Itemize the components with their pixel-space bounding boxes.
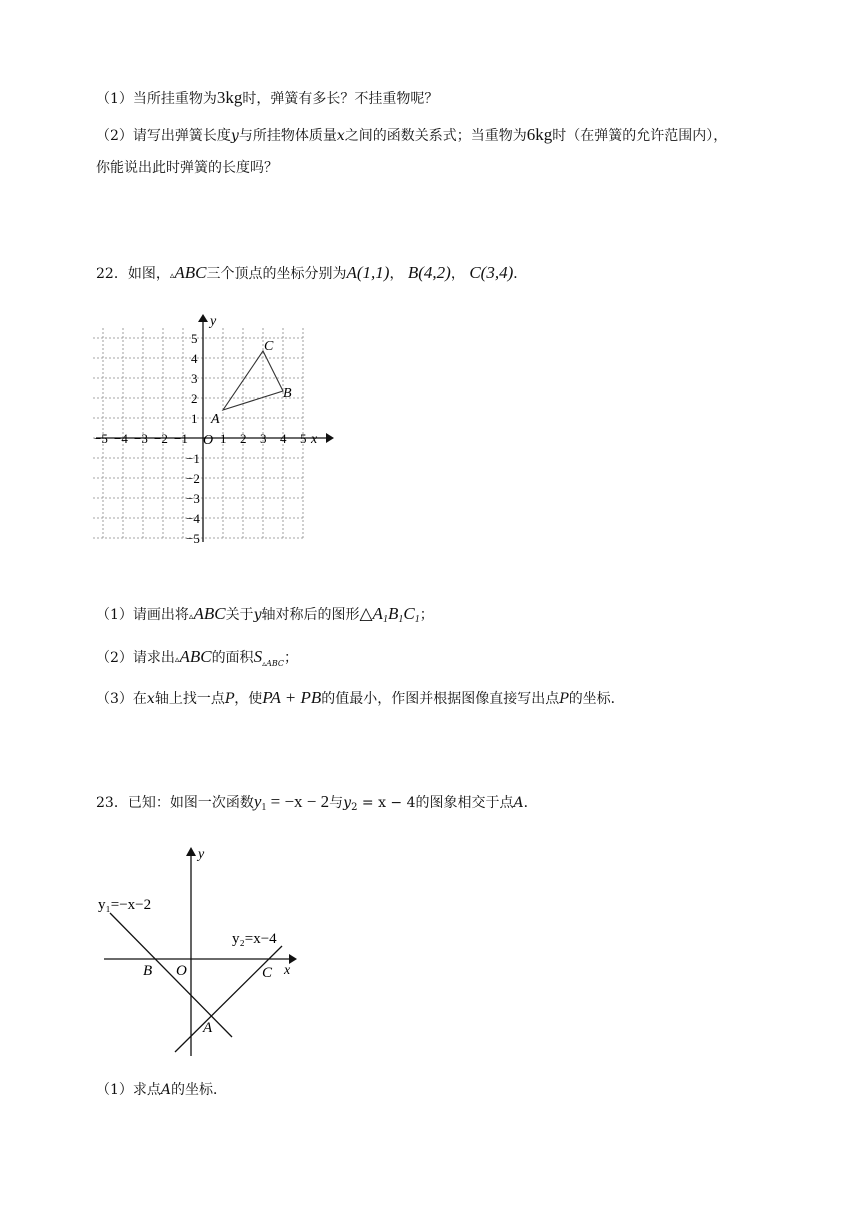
triangle-abc [223,351,283,410]
triangle-symbol: ▵ [169,271,175,281]
x-tick-label: 4 [280,431,287,446]
q21-part2-cont: 你能说出此时弹簧的长度吗？ [96,160,278,176]
q22-part1: （1）请画出将▵ABC关于y轴对称后的图形$\triangle A_1B_1C_1$； [96,604,434,625]
y-tick-label: −4 [186,511,200,526]
y-tick-label: −2 [186,471,200,486]
y-tick-label: 5 [191,331,198,346]
x-tick-label: 1 [220,431,227,446]
y-tick-label: −5 [186,531,200,546]
linear-functions-figure [90,840,310,1065]
point-a-label: A [203,1020,213,1036]
y-tick-label: −1 [186,451,200,466]
q23-part1: （1）求点A的坐标． [96,1082,228,1098]
x-tick-label: 5 [300,431,307,446]
y-axis-label: y [210,314,217,329]
point-c-label: C [262,965,273,981]
x-tick-label: −1 [174,431,188,446]
x-tick-label: −5 [94,431,108,446]
x-tick-label: −4 [114,431,128,446]
y-tick-label: 2 [191,391,198,406]
q22-part3: （3）在x轴上找一点P，使PA + PB的值最小，作图并根据图像直接写出点P的坐标． [96,688,625,707]
q21-part2: （2）请写出弹簧长度y与所挂物体质量x之间的函数关系式；当重物为6kg时（在弹簧的允许范围内）， [96,125,728,144]
x-tick-label: 3 [260,431,267,446]
q22-part2: （2）请求出▵ABC的面积$S_{▵ABC}$； [96,647,299,668]
line-y1-label: y₁=−x−2 [98,897,152,913]
q23-stem: 23．已知：如图一次函数$y_1 = -x - 2$与$y_2 = x - 4$的图象相交于点A． [96,792,538,813]
line-y2-label: y₂=x−4 [232,931,277,947]
y-axis-arrow [198,314,208,322]
x-tick-label: 2 [240,431,247,446]
x-axis-arrow [326,433,334,443]
point-b-label: B [143,963,153,979]
origin-label: O [176,963,187,979]
q22-stem: 22．如图，▵ABC三个顶点的坐标分别为A(1,1)， B(4,2)， C(3,4)． [96,263,528,282]
line-y1 [110,913,232,1037]
y-tick-label: 1 [191,411,198,426]
y-axis-label: y [198,847,205,862]
x-tick-label: −2 [154,431,168,446]
coordinate-grid-figure [90,312,340,552]
y-tick-label: −3 [186,491,200,506]
vertex-a-label: A [211,412,220,427]
x-axis-label: x [284,963,291,978]
vertex-c-label: C [264,339,274,354]
origin-label: O [203,433,214,448]
q21-part1: （1）当所挂重物为3kg时，弹簧有多长？不挂重物呢？ [96,88,439,107]
x-tick-label: −3 [134,431,148,446]
x-axis-label: x [311,432,318,447]
y-tick-label: 4 [191,351,198,366]
y-tick-label: 3 [191,371,198,386]
vertex-b-label: B [283,386,292,401]
y-axis-arrow [186,847,196,856]
